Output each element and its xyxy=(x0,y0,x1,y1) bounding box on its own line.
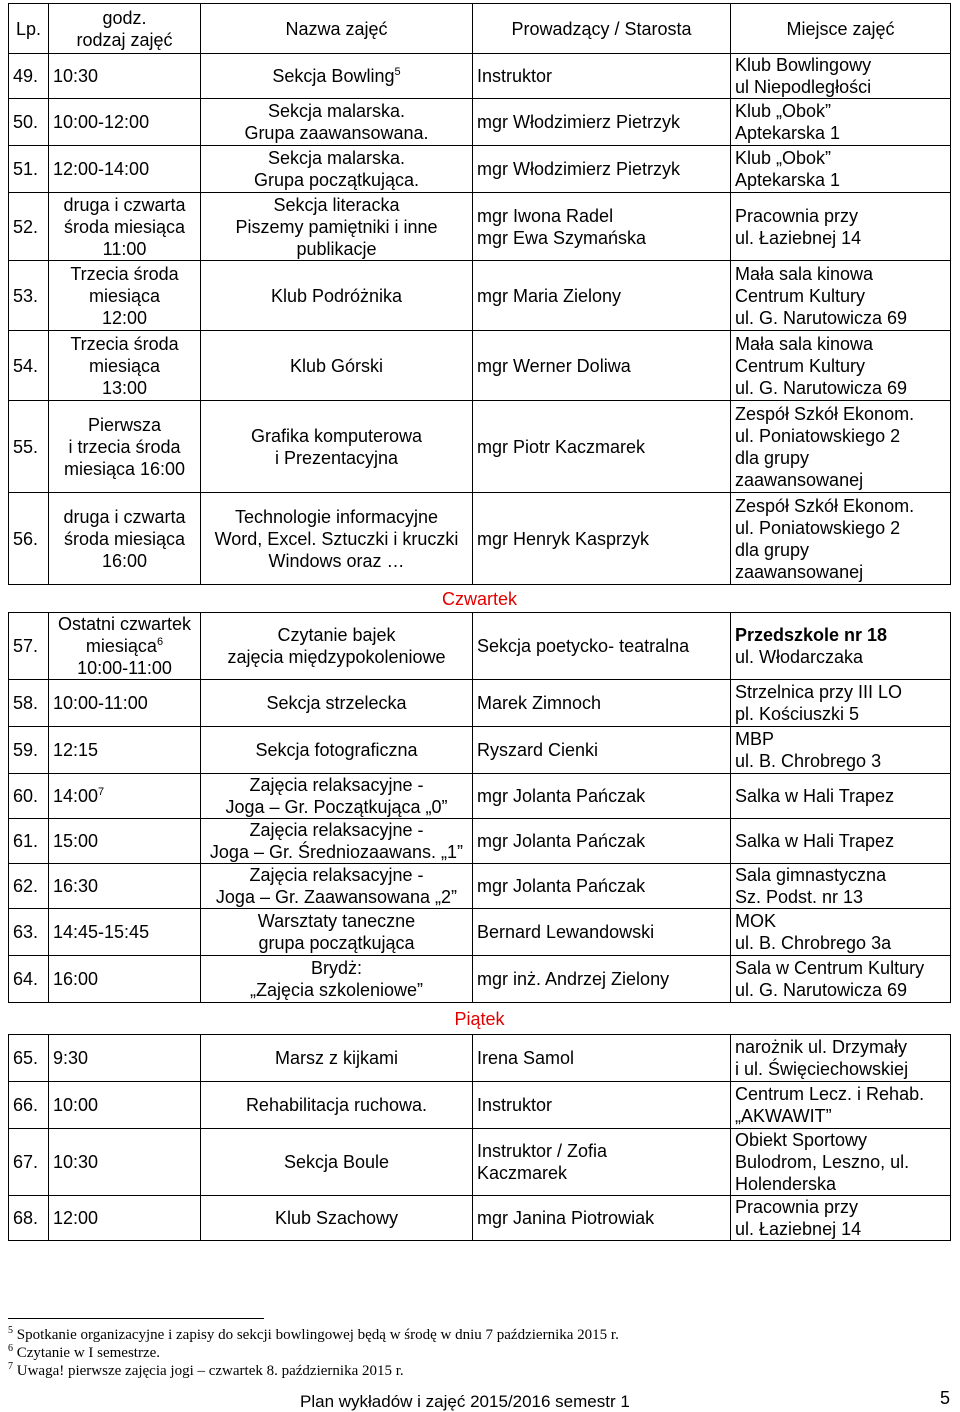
row-location-line: narożnik ul. Drzymały xyxy=(735,1037,908,1057)
row-location-line: i ul. Święciechowskiej xyxy=(735,1059,909,1079)
row-location xyxy=(731,146,951,193)
row-time-line: i trzecia środa xyxy=(68,436,181,457)
row-instructor xyxy=(473,864,731,909)
row-location-line: ul. Poniatowskiego 2 xyxy=(735,425,901,446)
row-time-line: 11:00 xyxy=(102,238,147,259)
col-header-godz-line: godz. xyxy=(102,7,147,28)
row-location-line: ul. Łaziebnej 14 xyxy=(735,227,862,248)
row-activity-line: Warsztaty taneczne xyxy=(257,911,416,931)
row-instructor-line: mgr Janina Piotrowiak xyxy=(477,1208,655,1228)
row-activity-text: Rehabilitacja ruchowa. xyxy=(245,1095,428,1115)
row-activity xyxy=(201,680,473,727)
row-activity-line: Joga – Gr. Początkująca „0” xyxy=(225,797,448,817)
row-instructor xyxy=(473,1035,731,1082)
row-time-line: miesiąca xyxy=(85,636,157,656)
row-instructor xyxy=(473,1082,731,1129)
row-number: 63. xyxy=(9,909,49,956)
row-location-line: dla grupy xyxy=(735,539,810,560)
row-number: 58. xyxy=(9,680,49,727)
row-location xyxy=(731,774,951,819)
row-time-line: Trzecia środa xyxy=(70,263,179,284)
row-activity-line: „Zajęcia szkoleniowe” xyxy=(249,980,424,1000)
row-number: 59. xyxy=(9,727,49,774)
row-instructor-line: Bernard Lewandowski xyxy=(477,922,655,942)
row-time xyxy=(49,331,201,401)
row-time-text: 15:00 xyxy=(53,831,99,851)
table-row xyxy=(9,1129,951,1196)
row-time xyxy=(49,401,201,493)
row-activity xyxy=(201,909,473,956)
row-location-line: Centrum Lecz. i Rehab. xyxy=(735,1084,925,1104)
row-activity-text: Klub Podróżnika xyxy=(270,285,403,306)
row-location xyxy=(731,819,951,864)
row-location-line: Mała sala kinowa xyxy=(735,333,874,354)
row-activity-text: Klub Szachowy xyxy=(274,1208,399,1228)
row-instructor-line: mgr Włodzimierz Pietrzyk xyxy=(477,112,681,132)
row-location-line: MBP xyxy=(735,729,775,749)
table-row xyxy=(9,909,951,956)
footnote xyxy=(8,1326,619,1344)
row-instructor-line: mgr Jolanta Pańczak xyxy=(477,876,646,896)
row-instructor xyxy=(473,956,731,1003)
row-location-line: Sala w Centrum Kultury xyxy=(735,958,925,978)
row-location-line: Klub „Obok” xyxy=(735,101,832,121)
row-instructor xyxy=(473,401,731,493)
row-time-text: 14:45-15:45 xyxy=(53,922,150,942)
row-time-text: 10:30 xyxy=(53,1152,99,1172)
row-time xyxy=(49,1082,201,1129)
table-row xyxy=(9,401,951,493)
col-header-miejsce: Miejsce zajęć xyxy=(731,4,951,54)
row-instructor-line: mgr Jolanta Pańczak xyxy=(477,831,646,851)
col-header-godz xyxy=(49,4,201,54)
row-number: 51. xyxy=(9,146,49,193)
row-instructor xyxy=(473,54,731,99)
row-location xyxy=(731,493,951,585)
table-row xyxy=(9,727,951,774)
row-location-line: Centrum Kultury xyxy=(735,285,866,306)
row-location-line: Klub „Obok” xyxy=(735,148,832,168)
row-location-line: Salka w Hali Trapez xyxy=(735,831,895,851)
row-location xyxy=(731,1196,951,1241)
row-activity xyxy=(201,819,473,864)
row-instructor-line: mgr Jolanta Pańczak xyxy=(477,786,646,806)
footnote-number: 6 xyxy=(8,1343,13,1354)
row-instructor xyxy=(473,819,731,864)
row-time xyxy=(49,1035,201,1082)
row-number: 61. xyxy=(9,819,49,864)
row-location xyxy=(731,909,951,956)
row-instructor xyxy=(473,774,731,819)
row-time-line: Ostatni czwartek xyxy=(57,614,192,634)
row-instructor xyxy=(473,193,731,261)
row-number: 50. xyxy=(9,99,49,146)
col-header-prowadzacy: Prowadzący / Starosta xyxy=(473,4,731,54)
row-time-text: 9:30 xyxy=(53,1048,89,1068)
footnote-text: Uwaga! pierwsze zajęcia jogi – czwartek 8. października 2015 r. xyxy=(16,1363,404,1379)
footnote-ref: 7 xyxy=(98,786,105,798)
row-instructor xyxy=(473,493,731,585)
row-activity xyxy=(201,774,473,819)
row-location-line: ul. Poniatowskiego 2 xyxy=(735,517,901,538)
row-instructor xyxy=(473,1196,731,1241)
row-time-line: 12:00 xyxy=(101,307,148,328)
row-location-line: MOK xyxy=(735,911,777,931)
row-location-line: Holenderska xyxy=(735,1174,837,1194)
row-time-line: 16:00 xyxy=(101,550,148,571)
row-location xyxy=(731,331,951,401)
row-activity-line: Zajęcia relaksacyjne - xyxy=(249,820,424,840)
row-instructor xyxy=(473,146,731,193)
row-location-line: ul. B. Chrobrego 3a xyxy=(735,933,892,953)
row-activity-line: Brydż: xyxy=(310,958,362,978)
row-location xyxy=(731,864,951,909)
row-time xyxy=(49,54,201,99)
row-activity-line: Zajęcia relaksacyjne - xyxy=(249,865,424,885)
row-location xyxy=(731,727,951,774)
row-location-line: ul. B. Chrobrego 3 xyxy=(735,751,882,771)
row-location-line: Zespół Szkół Ekonom. xyxy=(735,403,915,424)
row-location-line: Zespół Szkół Ekonom. xyxy=(735,495,915,516)
row-activity xyxy=(201,401,473,493)
row-location xyxy=(731,1082,951,1129)
row-instructor xyxy=(473,680,731,727)
row-number: 65. xyxy=(9,1035,49,1082)
row-number: 54. xyxy=(9,331,49,401)
row-activity-line: Zajęcia relaksacyjne - xyxy=(249,775,424,795)
row-number: 56. xyxy=(9,493,49,585)
row-time-text: 10:30 xyxy=(53,66,99,86)
row-time-line: druga i czwarta xyxy=(63,506,186,527)
row-time xyxy=(49,819,201,864)
row-activity xyxy=(201,613,473,680)
row-activity xyxy=(201,99,473,146)
row-activity-line: Grupa zaawansowana. xyxy=(244,123,429,143)
row-location-line: ul. G. Narutowicza 69 xyxy=(735,377,908,398)
table-row xyxy=(9,680,951,727)
row-activity-line: Joga – Gr. Zaawansowana „2” xyxy=(215,887,458,907)
header-row xyxy=(9,4,951,54)
row-activity-line: Piszemy pamiętniki i inne xyxy=(235,216,438,237)
row-activity-line: Windows oraz … xyxy=(268,550,405,571)
table-row xyxy=(9,1196,951,1241)
row-number: 67. xyxy=(9,1129,49,1196)
row-time xyxy=(49,909,201,956)
row-activity xyxy=(201,193,473,261)
row-time-line: miesiąca 16:00 xyxy=(63,458,186,479)
row-time xyxy=(49,680,201,727)
row-activity xyxy=(201,1035,473,1082)
row-location-line: Centrum Kultury xyxy=(735,355,866,376)
row-activity-text: Marsz z kijkami xyxy=(274,1048,398,1068)
table-row xyxy=(9,774,951,819)
row-location xyxy=(731,956,951,1003)
row-instructor xyxy=(473,613,731,680)
row-instructor-line: mgr Ewa Szymańska xyxy=(477,227,647,248)
row-time-line: 10:00-11:00 xyxy=(77,658,172,678)
row-location xyxy=(731,99,951,146)
row-location xyxy=(731,261,951,331)
schedule-table xyxy=(8,3,951,1241)
row-time-line-wrap xyxy=(53,635,196,657)
row-activity-line: Grafika komputerowa xyxy=(250,425,423,446)
row-time-text: 12:15 xyxy=(53,740,99,760)
row-location-line: ul. Łaziebnej 14 xyxy=(735,1219,862,1239)
row-location-line: ul. G. Narutowicza 69 xyxy=(735,980,908,1000)
row-activity-line: i Prezentacyjna xyxy=(274,447,399,468)
row-time xyxy=(49,613,201,680)
row-location-line: pl. Kościuszki 5 xyxy=(735,704,860,724)
day-heading: Piątek xyxy=(454,1008,505,1029)
row-activity-line: grupa początkująca xyxy=(258,933,415,953)
footnote-rule xyxy=(8,1318,264,1319)
row-number: 49. xyxy=(9,54,49,99)
row-activity xyxy=(201,331,473,401)
row-location-line: Pracownia przy xyxy=(735,205,859,226)
row-time-line: 13:00 xyxy=(101,377,148,398)
row-instructor xyxy=(473,261,731,331)
row-location xyxy=(731,54,951,99)
row-time xyxy=(49,261,201,331)
footnote xyxy=(8,1344,160,1362)
row-location xyxy=(731,613,951,680)
row-location-line: ul. G. Narutowicza 69 xyxy=(735,307,908,328)
footnote xyxy=(8,1362,404,1380)
row-time-text: 12:00 xyxy=(53,1208,99,1228)
row-instructor-line: mgr inż. Andrzej Zielony xyxy=(477,969,670,989)
row-location-line: ul Niepodległości xyxy=(735,77,872,97)
table-row xyxy=(9,613,951,680)
table-row xyxy=(9,146,951,193)
row-location-line: Sz. Podst. nr 13 xyxy=(735,887,864,907)
row-number: 64. xyxy=(9,956,49,1003)
row-instructor-line: Instruktor xyxy=(477,1095,553,1115)
row-time-line: miesiąca xyxy=(88,285,161,306)
row-number: 52. xyxy=(9,193,49,261)
row-activity-line: zajęcia międzypokoleniowe xyxy=(227,647,446,667)
row-time-line: Trzecia środa xyxy=(70,333,179,354)
row-instructor-line: mgr Henryk Kasprzyk xyxy=(477,528,650,549)
row-time xyxy=(49,99,201,146)
row-time xyxy=(49,193,201,261)
table-row xyxy=(9,1035,951,1082)
row-activity-line: Joga – Gr. Średniozaawans. „1” xyxy=(209,842,464,862)
row-location-line: Strzelnica przy III LO xyxy=(735,682,903,702)
row-time-text: 14:00 xyxy=(53,786,99,806)
row-location-line: Obiekt Sportowy xyxy=(735,1130,868,1150)
table-row xyxy=(9,493,951,585)
row-activity xyxy=(201,493,473,585)
row-time xyxy=(49,864,201,909)
col-header-godz-line: rodzaj zajęć xyxy=(76,29,173,50)
table-row xyxy=(9,99,951,146)
row-instructor-line: mgr Piotr Kaczmarek xyxy=(477,436,646,457)
row-instructor xyxy=(473,99,731,146)
table-row xyxy=(9,864,951,909)
row-time xyxy=(49,493,201,585)
row-activity-line: Czytanie bajek xyxy=(277,625,396,645)
row-location-line: Pracownia przy xyxy=(735,1197,859,1217)
page-footer-title: Plan wykładów i zajęć 2015/2016 semestr 1 xyxy=(300,1392,630,1411)
row-location xyxy=(731,1035,951,1082)
row-time xyxy=(49,956,201,1003)
row-activity xyxy=(201,864,473,909)
row-time-text: 12:00-14:00 xyxy=(53,159,150,179)
row-instructor-line: Marek Zimnoch xyxy=(477,693,602,713)
footnote-number: 7 xyxy=(8,1361,13,1372)
table-row xyxy=(9,261,951,331)
row-activity xyxy=(201,54,473,99)
page-number: 5 xyxy=(940,1388,951,1408)
footnote-text: Czytanie w I semestrze. xyxy=(16,1345,161,1361)
row-location-line: „AKWAWIT” xyxy=(735,1106,832,1126)
day-heading: Czwartek xyxy=(441,588,517,609)
row-location-line: zaawansowanej xyxy=(735,469,864,490)
row-activity-text: Sekcja strzelecka xyxy=(266,693,407,713)
col-header-lp: Lp. xyxy=(9,4,49,54)
row-activity-text: Sekcja fotograficzna xyxy=(255,740,418,760)
row-number: 55. xyxy=(9,401,49,493)
row-instructor-line: mgr Iwona Radel xyxy=(477,205,614,226)
row-location xyxy=(731,401,951,493)
day-heading-row xyxy=(9,585,951,613)
table-row xyxy=(9,54,951,99)
row-time-text: 10:00-12:00 xyxy=(53,112,150,132)
row-location-line: Sala gimnastyczna xyxy=(735,865,887,885)
row-instructor xyxy=(473,909,731,956)
row-location-line: dla grupy xyxy=(735,447,810,468)
row-instructor-line: Sekcja poetycko- teatralna xyxy=(477,636,690,656)
row-location-line: Przedszkole nr 18 xyxy=(735,625,888,645)
row-time-line: druga i czwarta xyxy=(63,194,186,215)
row-location-line: Klub Bowlingowy xyxy=(735,55,872,75)
row-number: 62. xyxy=(9,864,49,909)
row-location xyxy=(731,193,951,261)
row-number: 60. xyxy=(9,774,49,819)
row-activity xyxy=(201,1196,473,1241)
row-number: 57. xyxy=(9,613,49,680)
table-row xyxy=(9,193,951,261)
row-instructor-line: mgr Maria Zielony xyxy=(477,285,622,306)
row-time-line: Pierwsza xyxy=(87,414,162,435)
row-time xyxy=(49,727,201,774)
row-location-line: Bulodrom, Leszno, ul. xyxy=(735,1152,910,1172)
row-number: 66. xyxy=(9,1082,49,1129)
row-activity xyxy=(201,146,473,193)
row-activity-text: Sekcja Bowling xyxy=(272,66,395,86)
row-instructor-line: Irena Samol xyxy=(477,1048,575,1068)
row-activity-line: Sekcja malarska. xyxy=(267,101,406,121)
row-instructor-line: mgr Werner Doliwa xyxy=(477,355,631,376)
row-number: 53. xyxy=(9,261,49,331)
row-activity xyxy=(201,1082,473,1129)
footnote-number: 5 xyxy=(8,1325,13,1336)
row-time-text: 10:00-11:00 xyxy=(53,693,148,713)
row-activity xyxy=(201,956,473,1003)
row-time-text: 16:30 xyxy=(53,876,99,896)
footnote-ref: 6 xyxy=(156,636,164,648)
row-location-line: zaawansowanej xyxy=(735,561,864,582)
row-time xyxy=(49,146,201,193)
row-location xyxy=(731,680,951,727)
row-activity-line: Sekcja malarska. xyxy=(267,148,406,168)
row-activity-line: Technologie informacyjne xyxy=(234,506,439,527)
row-activity-text: Sekcja Boule xyxy=(283,1152,390,1172)
row-time-line: środa miesiąca xyxy=(63,528,186,549)
table-row xyxy=(9,956,951,1003)
row-instructor-line: mgr Włodzimierz Pietrzyk xyxy=(477,159,681,179)
table-row xyxy=(9,331,951,401)
row-instructor xyxy=(473,727,731,774)
row-activity-line: publikacje xyxy=(296,238,377,259)
row-time-line: miesiąca xyxy=(88,355,161,376)
row-location-line: Mała sala kinowa xyxy=(735,263,874,284)
day-heading-row xyxy=(9,1003,951,1035)
row-time-text: 10:00 xyxy=(53,1095,99,1115)
row-activity-line: Grupa początkująca. xyxy=(253,170,420,190)
row-activity xyxy=(201,261,473,331)
row-location-line: Aptekarska 1 xyxy=(735,170,841,190)
row-time xyxy=(49,1196,201,1241)
col-header-nazwa: Nazwa zajęć xyxy=(201,4,473,54)
row-instructor-line: Instruktor / Zofia xyxy=(477,1141,608,1161)
row-number: 68. xyxy=(9,1196,49,1241)
row-location xyxy=(731,1129,951,1196)
row-activity-line: Word, Excel. Sztuczki i kruczki xyxy=(214,528,459,549)
row-activity xyxy=(201,1129,473,1196)
row-location-line: ul. Włodarczaka xyxy=(735,647,864,667)
row-instructor xyxy=(473,331,731,401)
row-location-line: Aptekarska 1 xyxy=(735,123,841,143)
row-location-line: Salka w Hali Trapez xyxy=(735,786,895,806)
table-row xyxy=(9,1082,951,1129)
row-time xyxy=(49,774,201,819)
row-activity xyxy=(201,727,473,774)
row-time-line: środa miesiąca xyxy=(63,216,186,237)
row-instructor-line: Ryszard Cienki xyxy=(477,740,599,760)
row-time xyxy=(49,1129,201,1196)
footnote-text: Spotkanie organizacyjne i zapisy do sekcji bowlingowej będą w środę w dniu 7 października 2015 r. xyxy=(16,1327,619,1343)
row-instructor xyxy=(473,1129,731,1196)
row-activity-line: Sekcja literacka xyxy=(273,194,400,215)
row-activity-text: Klub Górski xyxy=(289,355,384,376)
table-row xyxy=(9,819,951,864)
row-time-text: 16:00 xyxy=(53,969,99,989)
row-instructor-line: Kaczmarek xyxy=(477,1163,568,1183)
row-instructor-line: Instruktor xyxy=(477,66,553,86)
footnote-ref: 5 xyxy=(394,66,401,78)
schedule-body xyxy=(9,54,951,1241)
